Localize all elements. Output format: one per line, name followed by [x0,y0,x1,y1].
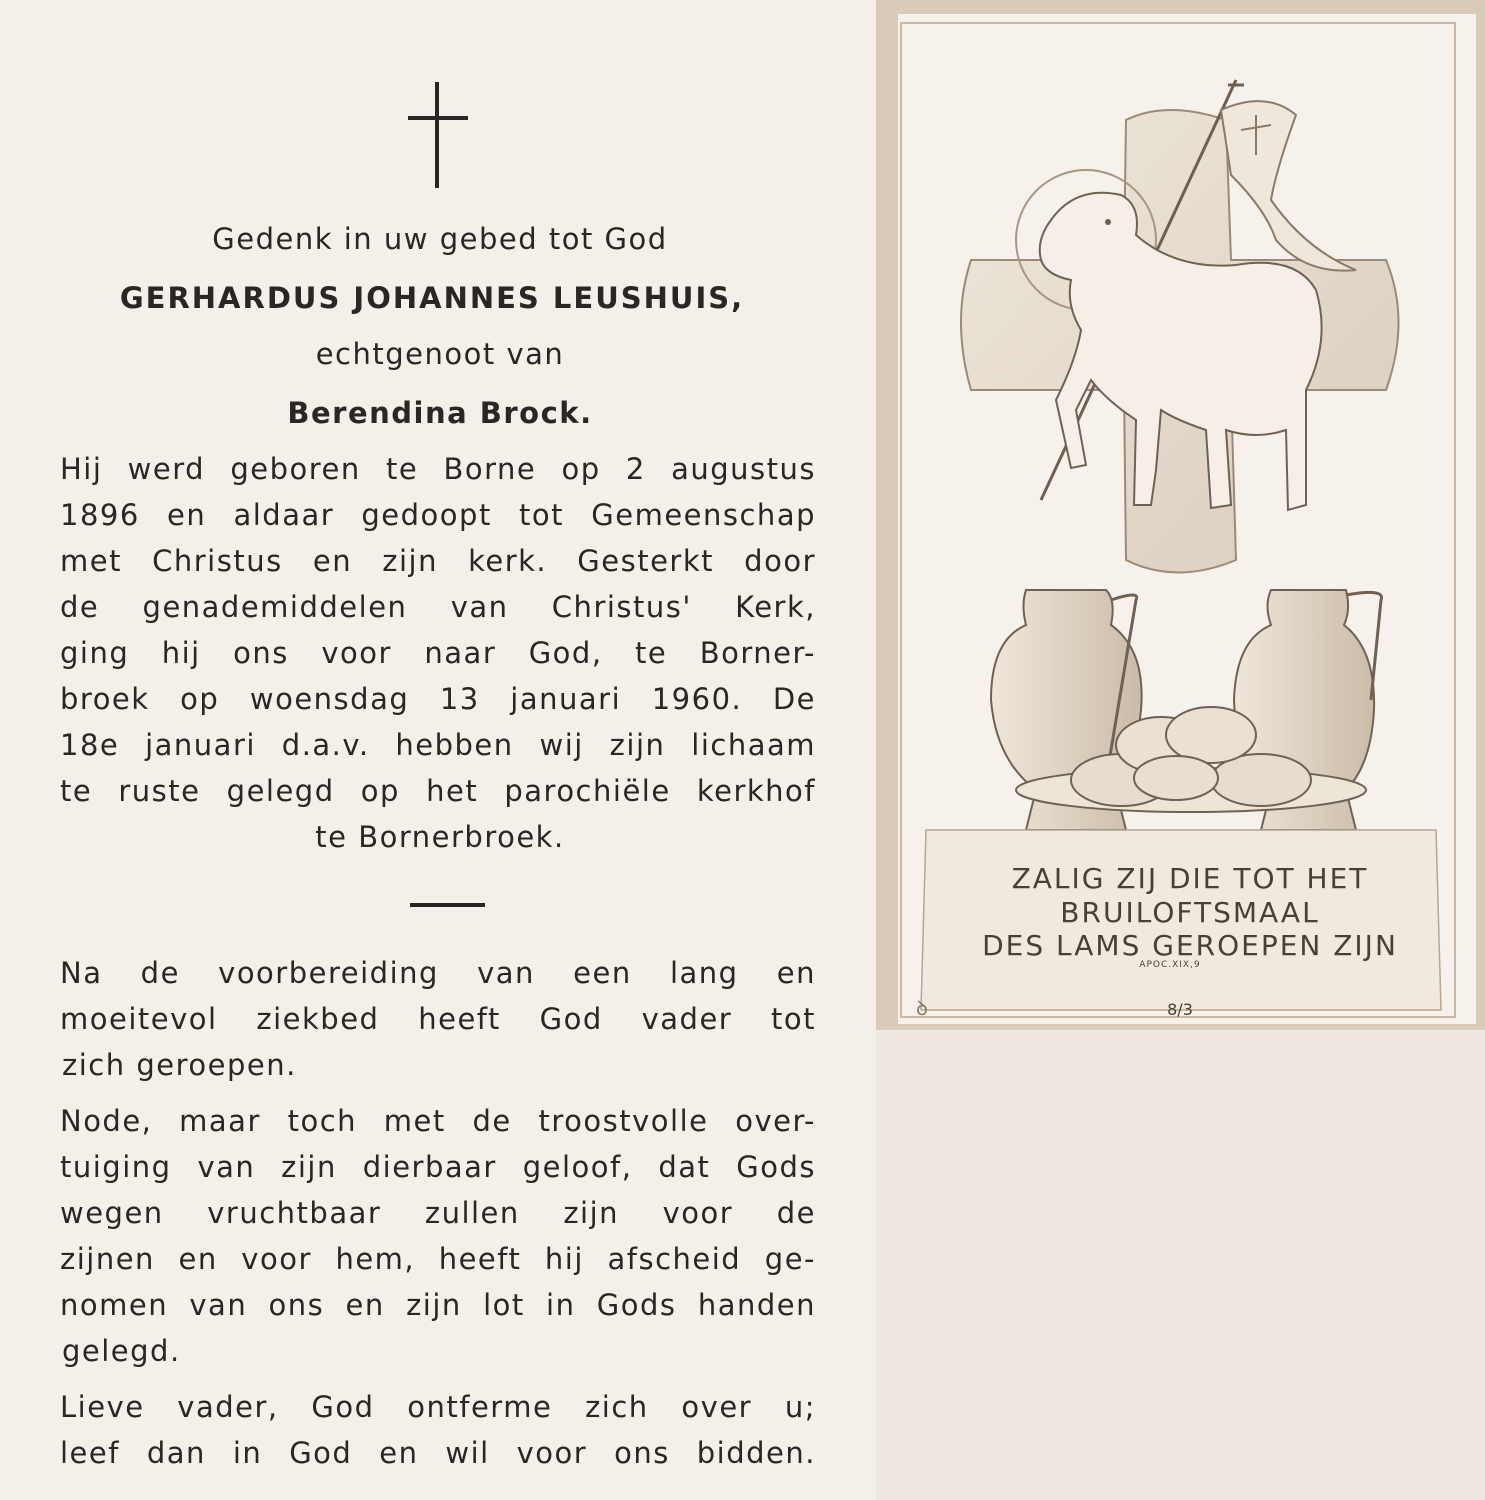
bio-line: 18e januari d.a.v. hebben wij zijn lichaam [60,728,816,762]
bio-line: te Bornerbroek. [315,820,565,854]
paragraph-3-line: tuiging van zijn dierbaar geloof, dat Gods [60,1150,816,1184]
spouse-name: Berendina Brock. [287,396,593,430]
caption-line-3: DES LAMS GEROEPEN ZIJN [982,929,1398,962]
paragraph-3-line: Node, maar toch met de troostvolle over- [60,1104,816,1138]
paragraph-3-line: zijnen en voor hem, heeft hij afscheid ge- [60,1242,816,1276]
empty-background [876,1030,1485,1500]
bio-line: ging hij ons voor naar God, te Borner- [60,636,816,670]
bio-line: 1896 en aldaar gedoopt tot Gemeenschap [60,498,816,532]
paragraph-2-line: Na de voorbereiding van een lang en [60,956,816,990]
deceased-name: GERHARDUS JOHANNES LEUSHUIS, [119,281,745,315]
bio-line: broek op woensdag 13 januari 1960. De [60,682,816,716]
paragraph-4-line: Lieve vader, God ontferme zich over u; [60,1390,816,1424]
divider [410,903,485,907]
bio-line: Hij werd geboren te Borne op 2 augustus [60,452,816,486]
cross-icon [408,82,468,188]
scripture-reference: APOC.XIX,9 [1139,960,1201,970]
bio-line: de genademiddelen van Christus' Kerk, [60,590,816,624]
paragraph-2-line: zich geroepen. [62,1048,297,1082]
bio-line: te ruste gelegd op het parochiële kerkhof [60,774,816,808]
paragraph-3-line: wegen vruchtbaar zullen zijn voor de [60,1196,816,1230]
caption-line-1: ZALIG ZIJ DIE TOT HET [1011,862,1369,895]
spouse-intro: echtgenoot van [315,337,565,371]
paragraph-3-line: nomen van ons en zijn lot in Gods handen [60,1288,816,1322]
bio-line: met Christus en zijn kerk. Gesterkt door [60,544,816,578]
card-number: 8/3 [1167,1000,1193,1019]
caption-line-2: BRUILOFTSMAAL [1060,896,1320,929]
paragraph-4-line: leef dan in God en wil voor ons bidden. [60,1436,816,1470]
paragraph-3-line: gelegd. [62,1334,181,1368]
intro-text: Gedenk in uw gebed tot God [212,222,668,256]
paragraph-2-line: moeitevol ziekbed heeft God vader tot [60,1002,816,1036]
svg-text:ꝺ: ꝺ [916,996,928,1020]
